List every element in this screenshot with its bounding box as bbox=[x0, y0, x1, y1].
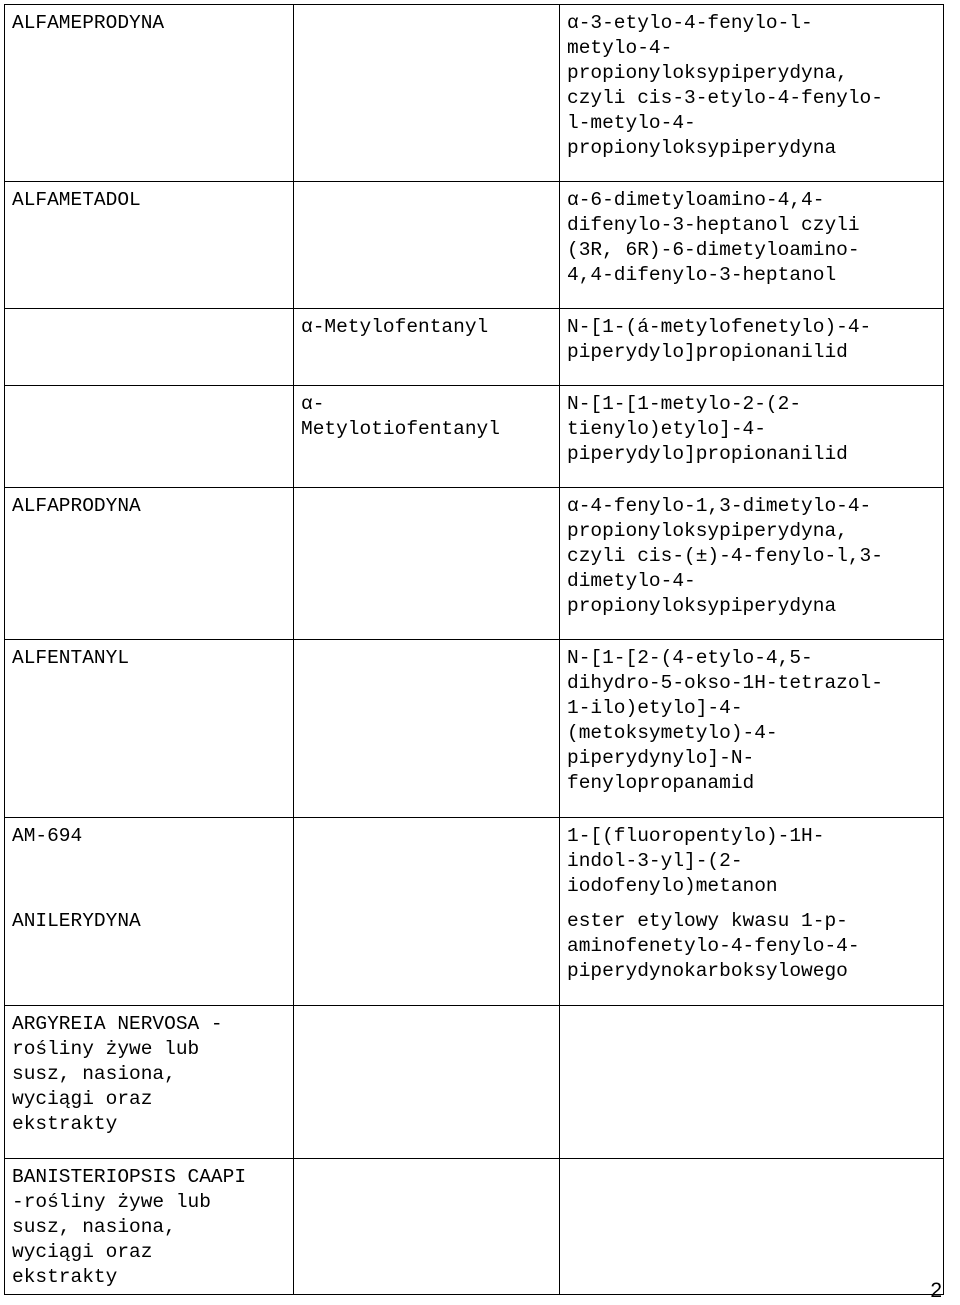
chemical-name-cell bbox=[560, 309, 944, 386]
alt-name-cell bbox=[294, 309, 560, 386]
table-row bbox=[5, 1158, 944, 1294]
chemical-name: ester etylowy kwasu 1-p- aminofenetylo-4-fenylo-4- piperydynokarboksylowego bbox=[567, 910, 860, 982]
chemical-name: 1-[(fluoropentylo)-1H- indol-3-yl]-(2- iodofenylo)metanon bbox=[567, 825, 825, 897]
alt-name: α-Metylofentanyl bbox=[301, 316, 489, 338]
alt-name-cell bbox=[294, 903, 560, 1005]
substance-name-cell bbox=[5, 5, 294, 182]
table-row bbox=[5, 488, 944, 640]
substance-name: ANILERYDYNA bbox=[12, 910, 141, 932]
chemical-name: N-[1-(á-metylofenetylo)-4- piperydylo]propionanilid bbox=[567, 316, 872, 363]
chemical-name: N-[1-[2-(4-etylo-4,5- dihydro-5-okso-1H-tetrazol- 1-ilo)etylo]-4- (metoksymetylo)-4- piperydynylo]-N- fenylopropanamid bbox=[567, 647, 883, 794]
alt-name-cell bbox=[294, 640, 560, 818]
chemical-name-cell bbox=[560, 182, 944, 309]
substance-name-cell bbox=[5, 488, 294, 640]
chemical-name-cell bbox=[560, 818, 944, 904]
substance-name-cell bbox=[5, 903, 294, 1005]
substance-name: ALFAMETADOL bbox=[12, 189, 141, 211]
table-row bbox=[5, 640, 944, 818]
table-row bbox=[5, 5, 944, 182]
chemical-name: α-6-dimetyloamino-4,4- difenylo-3-heptanol czyli (3R, 6R)-6-dimetyloamino- 4,4-difenylo-3-heptanol bbox=[567, 189, 860, 286]
alt-name-cell bbox=[294, 386, 560, 488]
substance-name: ARGYREIA NERVOSA - rośliny żywe lub susz, nasiona, wyciągi oraz ekstrakty bbox=[12, 1012, 223, 1135]
substance-name: ALFAPRODYNA bbox=[12, 495, 141, 517]
chemical-name-cell bbox=[560, 5, 944, 182]
alt-name-cell bbox=[294, 1005, 560, 1158]
table-row bbox=[5, 386, 944, 488]
substance-name-cell bbox=[5, 182, 294, 309]
page-number: 2 bbox=[930, 1279, 942, 1302]
chemical-name-cell bbox=[560, 903, 944, 1005]
alt-name-cell bbox=[294, 488, 560, 640]
table-row bbox=[5, 309, 944, 386]
substance-name: AM-694 bbox=[12, 825, 83, 847]
chemical-name: N-[1-[1-metylo-2-(2- tienylo)etylo]-4- piperydylo]propionanilid bbox=[567, 393, 848, 465]
table-row bbox=[5, 903, 944, 1005]
chemical-name-cell bbox=[560, 386, 944, 488]
chemical-name: α-4-fenylo-1,3-dimetylo-4- propionyloksypiperydyna, czyli cis-(±)-4-fenylo-l,3- dimetylo-4- propionyloksypiperydyna bbox=[567, 495, 883, 617]
table-row bbox=[5, 818, 944, 904]
substance-name-cell bbox=[5, 640, 294, 818]
chemical-name-cell bbox=[560, 640, 944, 818]
substance-name-cell bbox=[5, 309, 294, 386]
chemical-name-cell bbox=[560, 488, 944, 640]
substance-name-cell bbox=[5, 386, 294, 488]
table-row bbox=[5, 1005, 944, 1158]
alt-name: α- Metylotiofentanyl bbox=[301, 393, 500, 440]
table-row bbox=[5, 182, 944, 309]
substance-name: ALFAMEPRODYNA bbox=[12, 12, 165, 34]
substance-name-cell bbox=[5, 1005, 294, 1158]
substance-name-cell bbox=[5, 818, 294, 904]
alt-name-cell bbox=[294, 1158, 560, 1294]
substance-table bbox=[4, 4, 944, 1295]
alt-name-cell bbox=[294, 182, 560, 309]
chemical-name: α-3-etylo-4-fenylo-l- metylo-4- propionyloksypiperydyna, czyli cis-3-etylo-4-fenylo- l-metylo-4- propionyloksypiperydyna bbox=[567, 12, 883, 159]
chemical-name-cell bbox=[560, 1158, 944, 1294]
substance-name: ALFENTANYL bbox=[12, 647, 130, 669]
substance-name: BANISTERIOPSIS CAAPI -rośliny żywe lub susz, nasiona, wyciągi oraz ekstrakty bbox=[12, 1165, 247, 1288]
alt-name-cell bbox=[294, 5, 560, 182]
substance-name-cell bbox=[5, 1158, 294, 1294]
chemical-name-cell bbox=[560, 1005, 944, 1158]
alt-name-cell bbox=[294, 818, 560, 904]
